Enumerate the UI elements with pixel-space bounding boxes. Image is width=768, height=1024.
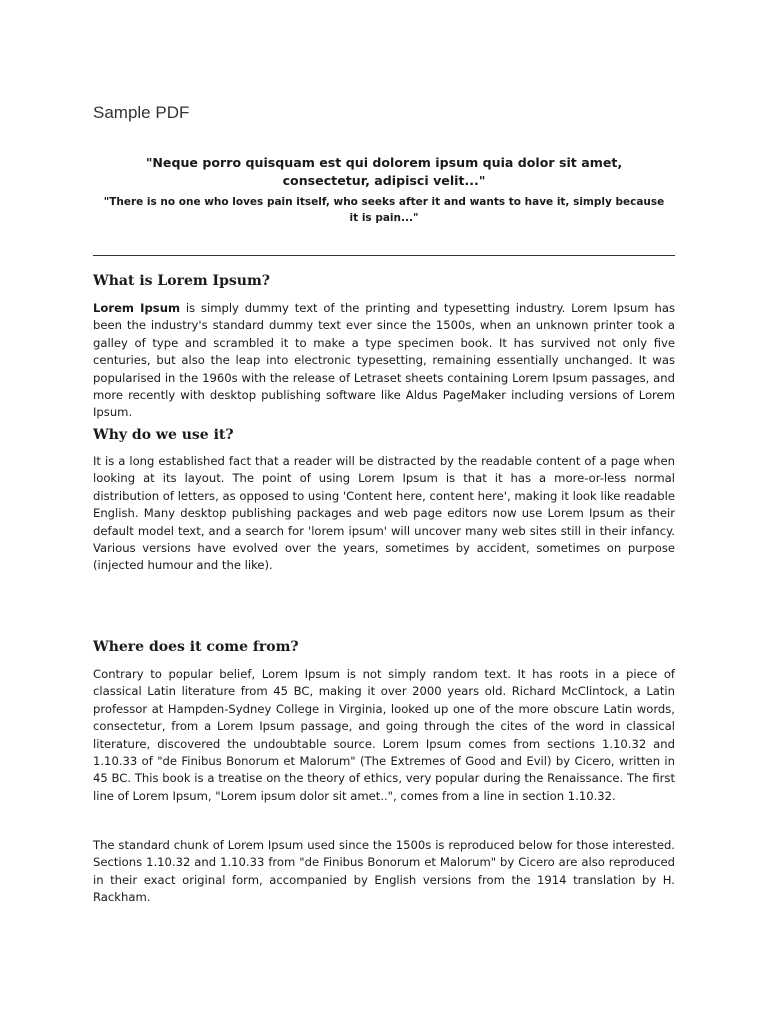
section-paragraph-where-from: Contrary to popular belief, Lorem Ipsum is not simply random text. It has roots in a piece of classical Latin literature from 45 BC, making it over 2000 years old. Richard McClintock, a Latin professor at Hampden-Sydney College in Virginia, looked up one of the more obscure Latin words, consectetur, from a Lorem Ipsum passage, and going through the cites of the word in classical literature, discovered the undoubtable source. Lorem Ipsum comes from sections 1.10.32 and 1.10.33 of "de Finibus Bonorum et Malorum" (The Extremes of Good and Evil) by Cicero, written in 45 BC. This book is a treatise on the theory of ethics, very popular during the Renaissance. The first line of Lorem Ipsum, "Lorem ipsum dolor sit amet..", comes from a line in section 1.10.32. [93, 667, 675, 803]
section-paragraph-standard-chunk: The standard chunk of Lorem Ipsum used since the 1500s is reproduced below for those interested. Sections 1.10.32 and 1.10.33 from "de Finibus Bonorum et Malorum" by Cicero are also reproduced in their exact original form, accompanied by English versions from the 1914 translation by H. Rackham. [93, 838, 675, 905]
section-heading-where-from: Where does it come from? [93, 639, 299, 655]
latin-quote: "Neque porro quisquam est qui dolorem ipsum quia dolor sit amet, consectetur, adipisci velit..." [145, 155, 623, 188]
english-quote: "There is no one who loves pain itself, who seeks after it and wants to have it, simply because it is pain..." [103, 196, 665, 224]
lead-term: Lorem Ipsum [93, 301, 181, 315]
section-paragraph-why-use: It is a long established fact that a reader will be distracted by the readable content of a page when looking at its layout. The point of using Lorem Ipsum is that it has a more-or-less normal distribution of letters, as opposed to using 'Content here, content here', making it look like readable English. Many desktop publishing packages and web page editors now use Lorem Ipsum as their default model text, and a search for 'lorem ipsum' will uncover many web sites still in their infancy. Various versions have evolved over the years, sometimes by accident, sometimes on purpose (injected humour and the like). [93, 454, 675, 573]
section-heading-what-is: What is Lorem Ipsum? [93, 273, 270, 289]
horizontal-divider [93, 255, 675, 256]
section-heading-why-use: Why do we use it? [93, 427, 234, 443]
document-title: Sample PDF [93, 103, 190, 122]
paragraph-text: is simply dummy text of the printing and typesetting industry. Lorem Ipsum has been the industry's standard dummy text ever since the 1500s, when an unknown printer took a galley of type and scrambled it to make a type specimen book. It has survived not only five centuries, but also the leap into electronic typesetting, remaining essentially unchanged. It was popularised in the 1960s with the release of Letraset sheets containing Lorem Ipsum passages, and more recently with desktop publishing software like Aldus PageMaker including versions of Lorem Ipsum. [93, 301, 675, 420]
section-paragraph-what-is [93, 300, 675, 422]
